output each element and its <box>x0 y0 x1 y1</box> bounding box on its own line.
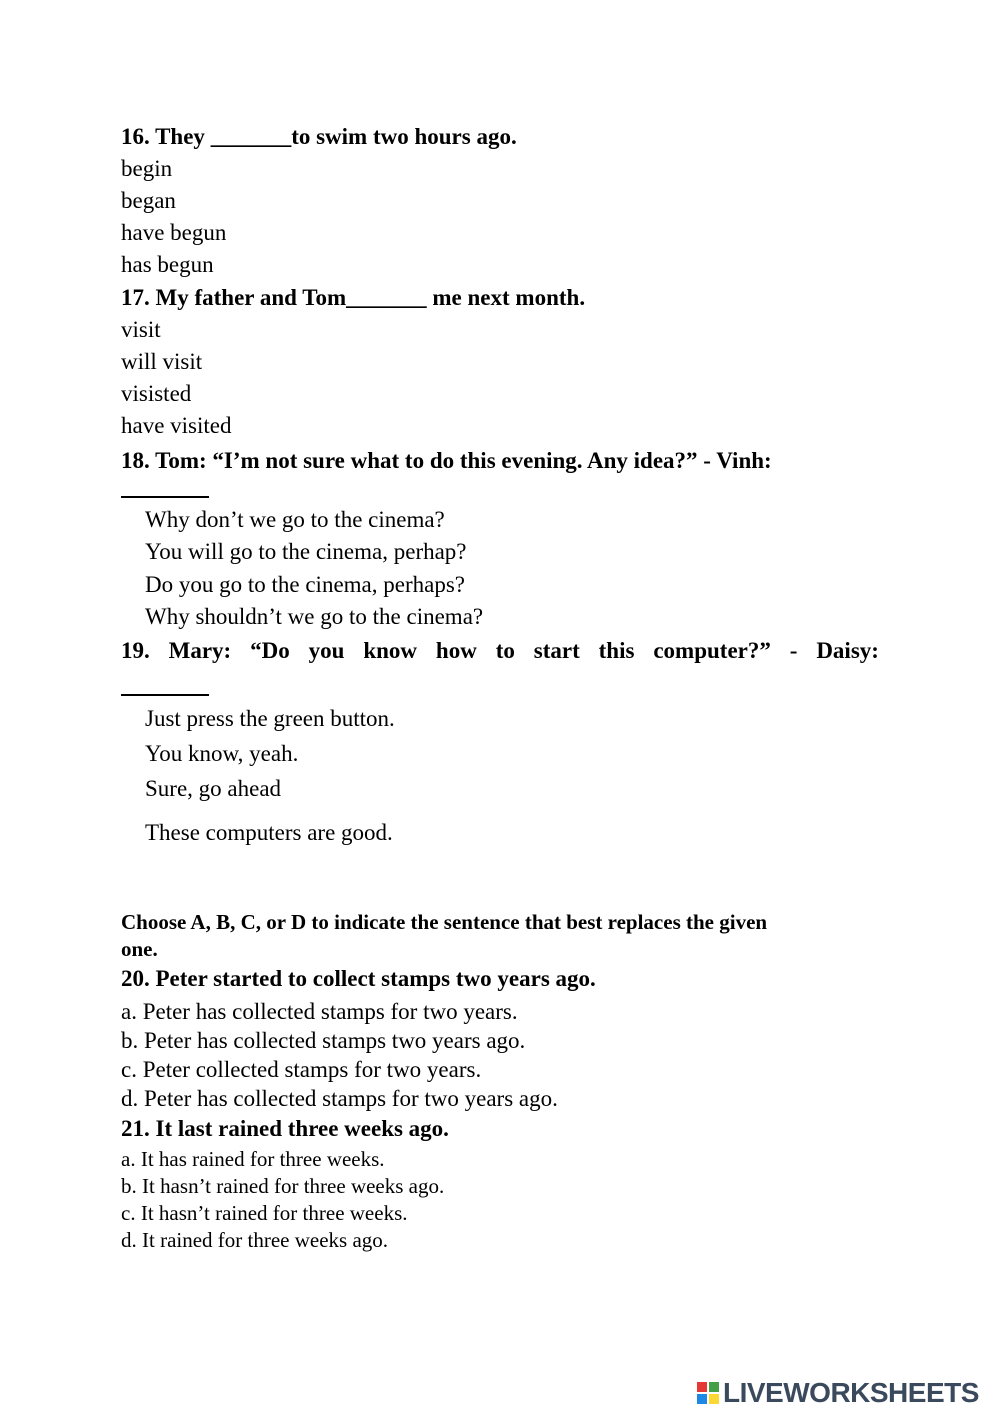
question-20: 20. Peter started to collect stamps two years ago. <box>121 966 596 991</box>
question-19: 19. Mary: “Do you know how to start this computer?” - Daisy: <box>121 638 879 663</box>
option[interactable]: begin <box>121 156 173 181</box>
option[interactable]: Just press the green button. <box>145 706 395 731</box>
logo-grid-icon <box>697 1382 719 1404</box>
logo-text: LIVEWORKSHEETS <box>723 1377 979 1408</box>
liveworksheets-logo[interactable] <box>697 1378 979 1408</box>
option[interactable]: a. It has rained for three weeks. <box>121 1147 385 1171</box>
option[interactable]: d. It rained for three weeks ago. <box>121 1228 389 1252</box>
option[interactable]: Why don’t we go to the cinema? <box>145 507 445 532</box>
option[interactable]: b. It hasn’t rained for three weeks ago. <box>121 1174 445 1198</box>
logo-square <box>697 1394 707 1404</box>
option[interactable]: These computers are good. <box>145 820 393 845</box>
option[interactable]: c. Peter collected stamps for two years. <box>121 1057 482 1082</box>
option[interactable]: a. Peter has collected stamps for two years. <box>121 999 518 1024</box>
option[interactable]: You know, yeah. <box>145 741 299 766</box>
option[interactable]: visit <box>121 317 161 342</box>
option[interactable]: Do you go to the cinema, perhaps? <box>145 572 465 597</box>
option[interactable]: Why shouldn’t we go to the cinema? <box>145 604 484 629</box>
option[interactable]: Sure, go ahead <box>145 776 282 801</box>
question-18: 18. Tom: “I’m not sure what to do this evening. Any idea?” - Vinh: <box>121 448 772 473</box>
answer-blank[interactable]: _______ <box>346 285 427 310</box>
question-16: 16. They _______to swim two hours ago. <box>121 124 517 149</box>
option[interactable]: will visit <box>121 349 203 374</box>
answer-blank[interactable] <box>121 694 209 696</box>
section-instruction-cont: one. <box>121 937 158 961</box>
question-21: 21. It last rained three weeks ago. <box>121 1116 449 1141</box>
option[interactable]: You will go to the cinema, perhap? <box>145 539 467 564</box>
option[interactable]: visisted <box>121 381 192 406</box>
option[interactable]: has begun <box>121 252 214 277</box>
option[interactable]: d. Peter has collected stamps for two years ago. <box>121 1086 558 1111</box>
logo-square <box>709 1394 719 1404</box>
logo-square <box>709 1382 719 1392</box>
answer-blank[interactable]: _______ <box>210 124 292 149</box>
option[interactable]: b. Peter has collected stamps two years ago. <box>121 1028 526 1053</box>
answer-blank[interactable] <box>121 496 209 498</box>
section-instruction: Choose A, B, C, or D to indicate the sentence that best replaces the given <box>121 910 768 934</box>
logo-square <box>697 1382 707 1392</box>
option[interactable]: c. It hasn’t rained for three weeks. <box>121 1201 408 1225</box>
question-17: 17. My father and Tom_______ me next month. <box>121 285 586 310</box>
option[interactable]: have visited <box>121 413 232 438</box>
option[interactable]: began <box>121 188 176 213</box>
option[interactable]: have begun <box>121 220 227 245</box>
